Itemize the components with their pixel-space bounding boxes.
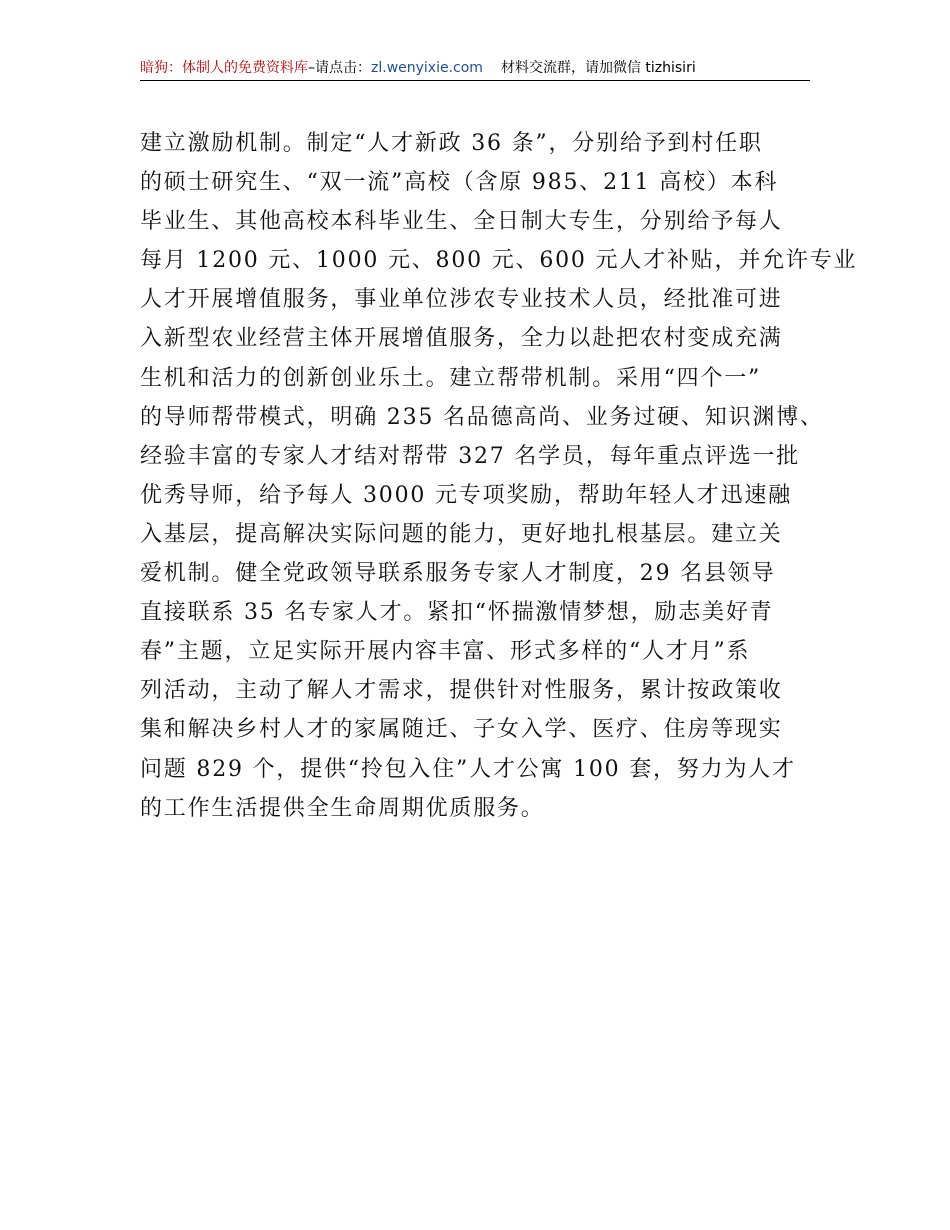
text-line: 经验丰富的专家人才结对帮带 327 名学员，每年重点评选一批 <box>140 443 800 469</box>
text-line: 直接联系 35 名专家人才。紧扣“怀揣激情梦想，励志美好青 <box>140 600 774 626</box>
page-header <box>140 58 810 80</box>
text-line: 入基层，提高解决实际问题的能力，更好地扎根基层。建立关 <box>140 521 783 547</box>
text-line: 人才开展增值服务，事业单位涉农专业技术人员，经批准可进 <box>140 287 783 313</box>
body-paragraph <box>140 124 858 828</box>
text-line: 集和解决乡村人才的家属随迁、子女入学、医疗、住房等现实 <box>140 717 783 743</box>
text-line: 春”主题，立足实际开展内容丰富、形式多样的“人才月”系 <box>140 639 751 665</box>
site-link[interactable]: zl.wenyixie.com <box>371 60 483 76</box>
text-line: 问题 829 个，提供“拎包入住”人才公寓 100 套，努力为人才 <box>140 756 796 782</box>
text-line: 优秀导师，给予每人 3000 元专项奖励，帮助年轻人才迅速融 <box>140 482 792 508</box>
group-note: 材料交流群，请加微信 tizhisiri <box>500 60 696 76</box>
site-label: 暗狗：体制人的免费资料库 <box>140 60 308 76</box>
text-line: 每月 1200 元、1000 元、800 元、600 元人才补贴，并允许专业 <box>140 248 858 274</box>
text-line: 列活动，主动了解人才需求，提供针对性服务，累计按政策收 <box>140 678 783 704</box>
header-divider <box>140 80 810 81</box>
text-line: 毕业生、其他高校本科毕业生、全日制大专生，分别给予每人 <box>140 209 783 235</box>
text-line: 的导师帮带模式，明确 235 名品德高尚、业务过硬、知识渊博、 <box>140 404 824 430</box>
text-line: 建立激励机制。制定“人才新政 36 条”，分别给予到村任职 <box>140 131 763 156</box>
text-line: 生机和活力的创新创业乐土。建立帮带机制。采用“四个一” <box>140 365 762 391</box>
text-line: 入新型农业经营主体开展增值服务，全力以赴把农村变成充满 <box>140 326 783 352</box>
click-prompt: –请点击： <box>308 60 371 76</box>
text-line: 爱机制。健全党政领导联系服务专家人才制度，29 名县领导 <box>140 561 776 587</box>
text-line: 的硕士研究生、“双一流”高校（含原 985、211 高校）本科 <box>140 170 779 196</box>
text-line: 的工作生活提供全生命周期优质服务。 <box>140 795 545 821</box>
